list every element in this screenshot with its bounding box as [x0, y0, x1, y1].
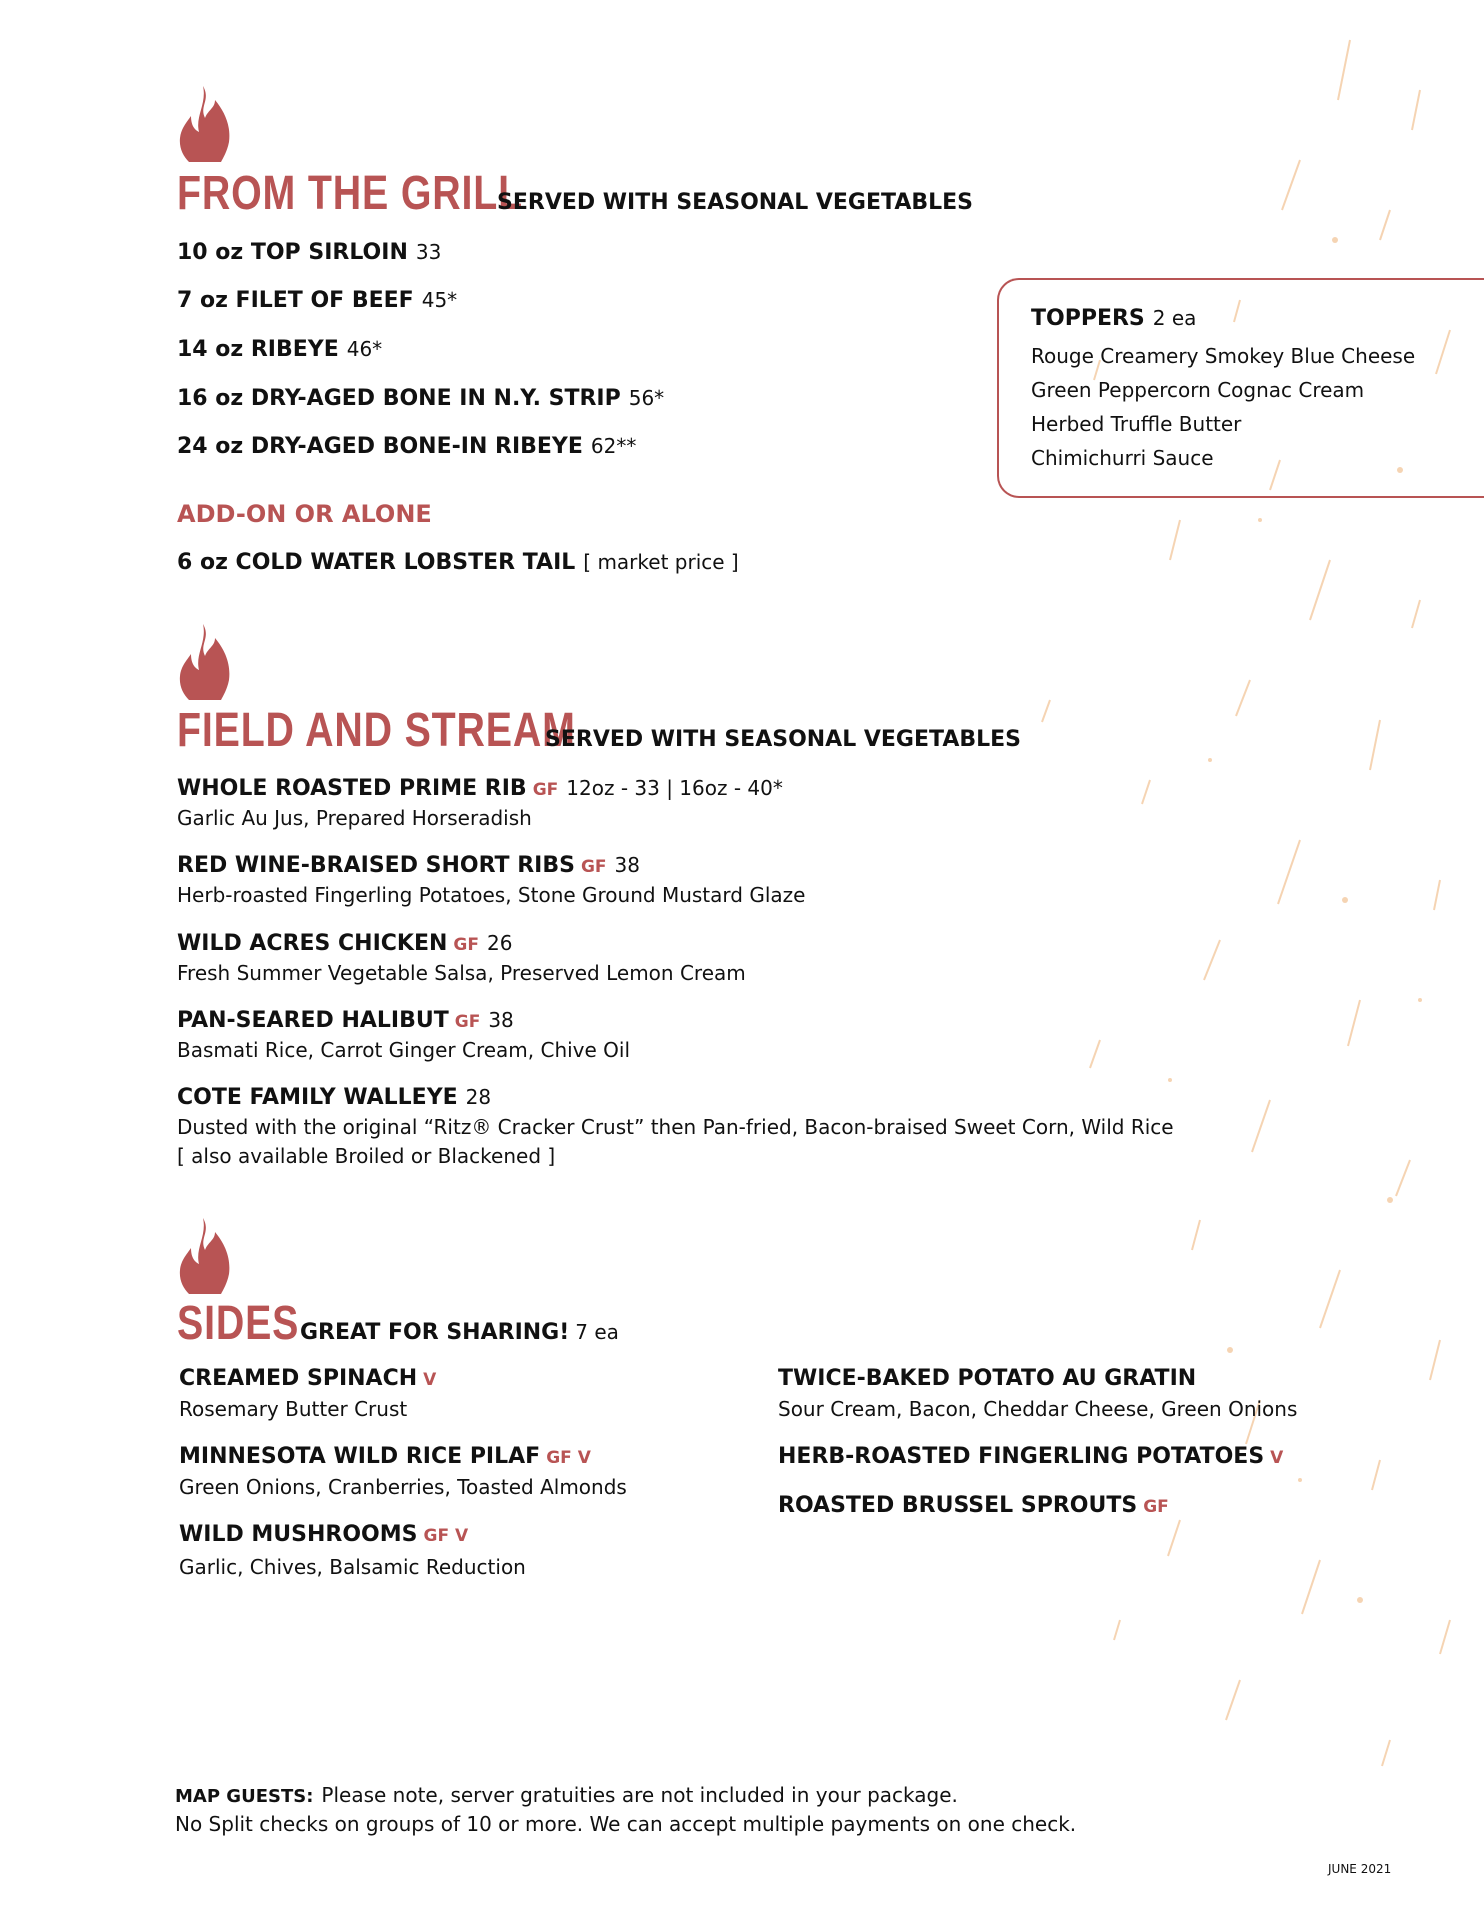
item-name: HERB-ROASTED FINGERLING POTATOES: [778, 1444, 1265, 1469]
item-description: Sour Cream, Bacon, Cheddar Cheese, Green Onions: [778, 1397, 1298, 1421]
item-price: 38: [488, 1008, 514, 1032]
dietary-tag: GF V: [546, 1448, 591, 1468]
item-name: PAN-SEARED HALIBUT: [177, 1008, 449, 1033]
item-description: Garlic, Chives, Balsamic Reduction: [179, 1555, 526, 1579]
section-subtitle: SERVED WITH SEASONAL VEGETABLES: [497, 190, 974, 215]
menu-item: [177, 386, 664, 411]
item-name: WILD MUSHROOMS: [179, 1522, 418, 1547]
item-name: 6 oz COLD WATER LOBSTER TAIL: [177, 550, 576, 575]
menu-item: [778, 1366, 1196, 1391]
item-name: ROASTED BRUSSEL SPROUTS: [778, 1493, 1138, 1518]
dietary-tag: GF: [532, 780, 559, 800]
topper-item: Herbed Truffle Butter: [1031, 412, 1242, 436]
toppers-header: [1031, 306, 1196, 331]
footer-line1: Please note, server gratuities are not included in your package.: [321, 1783, 958, 1807]
dietary-tag: GF: [1143, 1497, 1169, 1517]
topper-item: Chimichurri Sauce: [1031, 446, 1214, 470]
item-price: 33: [415, 240, 442, 264]
item-name: 14 oz RIBEYE: [177, 337, 339, 362]
menu-item: [177, 240, 441, 265]
item-description: Basmati Rice, Carrot Ginger Cream, Chive Oil: [177, 1038, 631, 1062]
item-description: Garlic Au Jus, Prepared Horseradish: [177, 806, 532, 830]
menu-item: [177, 931, 512, 956]
item-name: WHOLE ROASTED PRIME RIB: [177, 776, 527, 801]
item-name: 24 oz DRY-AGED BONE-IN RIBEYE: [177, 434, 583, 459]
item-description-note: [ also available Broiled or Blackened ]: [177, 1144, 556, 1168]
item-price: 46*: [346, 337, 383, 361]
menu-item: [778, 1493, 1169, 1518]
section-title: SIDES: [177, 1297, 300, 1350]
item-name: 16 oz DRY-AGED BONE IN N.Y. STRIP: [177, 386, 621, 411]
dietary-tag: V: [423, 1370, 437, 1390]
sides-subtitle: GREAT FOR SHARING!: [300, 1320, 570, 1345]
menu-item: [177, 434, 636, 459]
item-name: 7 oz FILET OF BEEF: [177, 288, 414, 313]
menu-item: [177, 1085, 491, 1110]
toppers-price: 2 ea: [1152, 306, 1197, 330]
flame-icon: [177, 624, 233, 700]
toppers-box: [997, 278, 1484, 498]
topper-item: Green Peppercorn Cognac Cream: [1031, 378, 1365, 402]
footer-label: MAP GUESTS:: [175, 1786, 314, 1807]
item-price: 12oz - 33 | 16oz - 40*: [566, 776, 783, 800]
item-description: Fresh Summer Vegetable Salsa, Preserved Lemon Cream: [177, 961, 746, 985]
menu-item: [179, 1522, 468, 1547]
menu-item: [179, 1366, 436, 1391]
item-price: 38: [614, 853, 640, 877]
item-name: COTE FAMILY WALLEYE: [177, 1085, 458, 1110]
sides-price: 7 ea: [575, 1320, 619, 1344]
menu-date: JUNE 2021: [1328, 1862, 1392, 1876]
item-description: Rosemary Butter Crust: [179, 1397, 408, 1421]
addon-title: ADD-ON OR ALONE: [177, 500, 432, 528]
menu-item: [177, 337, 382, 362]
menu-item: [177, 288, 457, 313]
footer-line2: No Split checks on groups of 10 or more. We can accept multiple payments on one check.: [175, 1812, 1077, 1836]
menu-item: [177, 1008, 514, 1033]
item-name: 10 oz TOP SIRLOIN: [177, 240, 408, 265]
item-description: Green Onions, Cranberries, Toasted Almonds: [179, 1475, 627, 1499]
menu-item: [179, 1444, 591, 1469]
item-name: MINNESOTA WILD RICE PILAF: [179, 1444, 541, 1469]
section-subtitle: [300, 1320, 619, 1345]
item-price: 62**: [590, 434, 637, 458]
section-subtitle: SERVED WITH SEASONAL VEGETABLES: [545, 727, 1022, 752]
item-name: RED WINE-BRAISED SHORT RIBS: [177, 853, 575, 878]
item-name: TWICE-BAKED POTATO AU GRATIN: [778, 1366, 1197, 1391]
menu-item: [177, 776, 783, 801]
item-name: WILD ACRES CHICKEN: [177, 931, 448, 956]
dietary-tag: GF: [453, 935, 479, 955]
item-description: Dusted with the original “Ritz® Cracker Crust” then Pan-fried, Bacon-braised Sweet Corn, Wild Rice: [177, 1115, 1174, 1139]
item-price: 45*: [421, 288, 458, 312]
flame-icon: [177, 1218, 233, 1294]
item-description: Herb-roasted Fingerling Potatoes, Stone Ground Mustard Glaze: [177, 883, 806, 907]
topper-item: Rouge Creamery Smokey Blue Cheese: [1031, 344, 1416, 368]
item-price: 28: [465, 1085, 492, 1109]
section-title: FROM THE GRILL: [177, 167, 524, 220]
item-name: CREAMED SPINACH: [179, 1366, 418, 1391]
footer-note: [175, 1783, 958, 1807]
dietary-tag: GF V: [423, 1526, 469, 1546]
section-title: FIELD AND STREAM: [177, 704, 576, 757]
menu-item: [177, 853, 640, 878]
dietary-tag: GF: [580, 857, 607, 877]
menu-item: [177, 550, 739, 575]
menu-item: [778, 1444, 1283, 1469]
item-price: 26: [487, 931, 513, 955]
item-price: [ market price ]: [583, 550, 739, 574]
flame-icon: [177, 86, 233, 162]
item-price: 56*: [628, 386, 665, 410]
dietary-tag: GF: [454, 1012, 481, 1032]
dietary-tag: V: [1270, 1448, 1284, 1468]
toppers-title: TOPPERS: [1031, 306, 1145, 331]
